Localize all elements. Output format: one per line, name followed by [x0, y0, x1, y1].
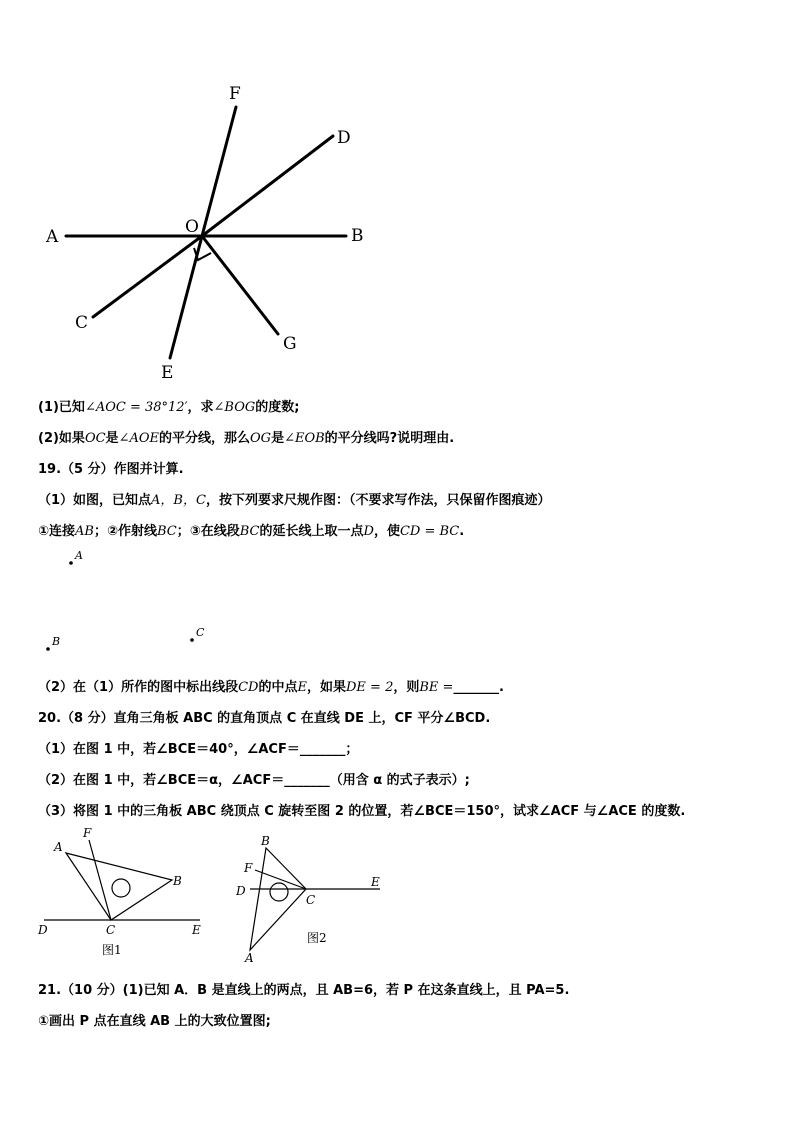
fig2: [250, 848, 380, 950]
label-a: A: [46, 227, 59, 247]
fig1-circle: [112, 879, 130, 897]
ray-oe: [170, 236, 202, 358]
fig1-label-c: C: [106, 923, 116, 937]
ray-og: [202, 236, 278, 334]
fig1-label-d: D: [38, 923, 48, 937]
q19-part2: （2）在（1）所作的图中标出线段CD的中点E，如果DE = 2，则BE =_______.: [38, 680, 504, 695]
fig1-caption: 图1: [102, 943, 122, 957]
fig2-label-d: D: [236, 884, 246, 898]
fig2-label-b: B: [261, 834, 270, 848]
fig1-label-e: E: [192, 923, 201, 937]
q19-part1: （1）如图，已知点A，B，C，按下列要求尺规作图：（不要求写作法，只保留作图痕迹）: [38, 493, 551, 508]
q21-part1: ①画出 P 点在直线 AB 上的大致位置图;: [38, 1014, 271, 1029]
label-o: O: [185, 217, 199, 237]
fig1-triangle: [66, 853, 172, 920]
q20-part3: （3）将图 1 中的三角板 ABC 绕顶点 C 旋转至图 2 的位置，若∠BCE＝150°，试求∠ACF 与∠ACE 的度数.: [38, 804, 686, 819]
fig2-label-c: C: [306, 893, 316, 907]
q19-header: 19.（5 分）作图并计算.: [38, 462, 184, 477]
point-c: [190, 638, 194, 642]
fig2-triangle: [250, 848, 306, 950]
label-f: F: [229, 84, 241, 104]
point-a: [69, 561, 73, 565]
fig1-label-a: A: [54, 840, 63, 854]
q19-steps: ①连接AB；②作射线BC；③在线段BC的延长线上取一点D，使CD = BC.: [38, 524, 465, 539]
fig2-label-a: A: [245, 951, 254, 965]
q18-part2: (2)如果OC是∠AOE的平分线，那么OG是∠EOB的平分线吗?说明理由.: [38, 431, 455, 446]
fig2-label-f: F: [244, 861, 253, 875]
label-c: C: [75, 313, 89, 333]
ray-oc: [93, 236, 202, 317]
point-b-label: B: [52, 635, 61, 648]
point-c-label: C: [196, 626, 205, 639]
label-g: G: [283, 334, 297, 354]
q18-part1: (1)已知∠AOC = 38°12′，求∠BOG的度数;: [38, 400, 300, 415]
fig2-label-e: E: [371, 875, 380, 889]
fig1-label-b: B: [173, 874, 182, 888]
fig1: [44, 840, 200, 920]
fig2-ray-cf: [255, 870, 306, 889]
fig2-caption: 图2: [307, 931, 327, 945]
angle-figure: [0, 0, 794, 400]
q20-header: 20.（8 分）直角三角板 ABC 的直角顶点 C 在直线 DE 上，CF 平分∠BCD.: [38, 711, 491, 726]
point-b: [46, 647, 50, 651]
ray-od: [202, 136, 333, 236]
point-a-label: A: [75, 549, 83, 562]
q20-part1: （1）在图 1 中，若∠BCE＝40°，∠ACF＝_______；: [38, 742, 359, 757]
label-d: D: [337, 128, 351, 148]
fig2-circle: [270, 883, 288, 901]
fig1-label-f: F: [83, 826, 92, 840]
label-b: B: [351, 226, 364, 246]
right-angle-mark: [194, 248, 211, 260]
fig1-ray-cf: [89, 840, 111, 920]
label-e: E: [161, 363, 174, 383]
ray-of: [202, 107, 236, 236]
q21-header: 21.（10 分）(1)已知 A．B 是直线上的两点，且 AB=6，若 P 在这条直线上，且 PA=5.: [38, 983, 570, 998]
q20-part2: （2）在图 1 中，若∠BCE＝α，∠ACF＝_______（用含 α 的式子表示）;: [38, 773, 470, 788]
